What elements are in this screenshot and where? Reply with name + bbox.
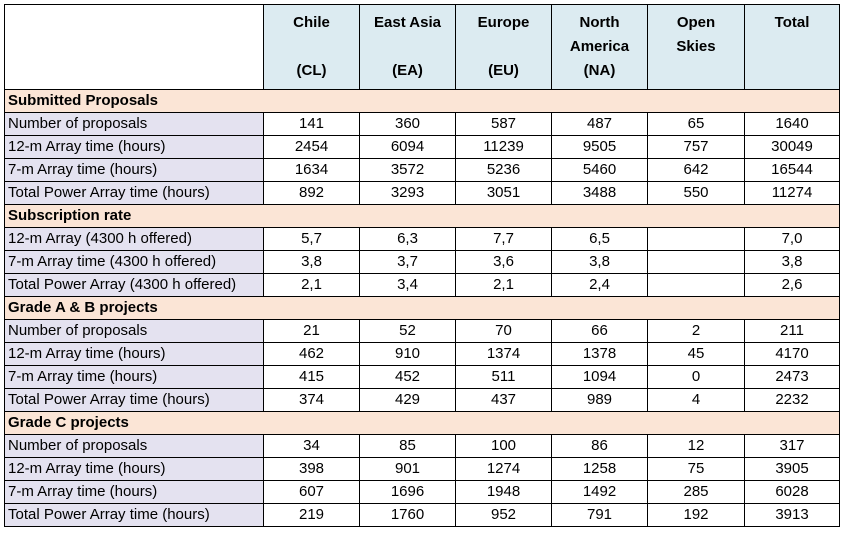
column-header	[264, 5, 360, 90]
table-cell	[648, 228, 745, 251]
table-cell: 30049	[745, 136, 840, 159]
table-row	[5, 251, 840, 274]
table-cell: 2,1	[456, 274, 552, 297]
table-row	[5, 389, 840, 412]
row-label: Total Power Array time (hours)	[5, 504, 264, 527]
table-cell: 75	[648, 458, 745, 481]
table-cell: 192	[648, 504, 745, 527]
column-header-line1: Chile	[293, 14, 330, 31]
section-title: Subscription rate	[5, 205, 840, 228]
column-header	[360, 5, 456, 90]
table-cell: 52	[360, 320, 456, 343]
column-header-line3: (EA)	[392, 62, 423, 79]
column-header-line3: (NA)	[583, 62, 616, 79]
row-label: 7-m Array time (hours)	[5, 481, 264, 504]
table-row	[5, 136, 840, 159]
table-cell: 2473	[745, 366, 840, 389]
column-header	[745, 5, 840, 90]
row-label: 7-m Array time (4300 h offered)	[5, 251, 264, 274]
table-cell: 2,4	[552, 274, 648, 297]
table-cell: 141	[264, 113, 360, 136]
table-cell: 34	[264, 435, 360, 458]
row-label: Total Power Array time (hours)	[5, 182, 264, 205]
table-cell: 11239	[456, 136, 552, 159]
table-cell: 1258	[552, 458, 648, 481]
column-header-line2	[264, 35, 359, 59]
table-cell: 317	[745, 435, 840, 458]
table-cell: 587	[456, 113, 552, 136]
table-cell: 5236	[456, 159, 552, 182]
column-header-line3: (EU)	[488, 62, 519, 79]
column-header-line2: America	[569, 38, 630, 55]
table-row	[5, 113, 840, 136]
table-cell: 2,1	[264, 274, 360, 297]
table-cell: 3,8	[552, 251, 648, 274]
section-title: Submitted Proposals	[5, 90, 840, 113]
table-cell: 1696	[360, 481, 456, 504]
table-cell: 3905	[745, 458, 840, 481]
table-cell: 5,7	[264, 228, 360, 251]
row-label: 7-m Array time (hours)	[5, 159, 264, 182]
table-cell: 437	[456, 389, 552, 412]
table-row	[5, 504, 840, 527]
table-cell: 3572	[360, 159, 456, 182]
table-row	[5, 274, 840, 297]
table-cell: 1374	[456, 343, 552, 366]
table-row	[5, 228, 840, 251]
section-title: Grade C projects	[5, 412, 840, 435]
table-cell	[648, 274, 745, 297]
table-cell: 901	[360, 458, 456, 481]
table-cell: 1094	[552, 366, 648, 389]
table-cell: 7,7	[456, 228, 552, 251]
table-cell: 642	[648, 159, 745, 182]
table-cell: 6,3	[360, 228, 456, 251]
column-header-line1: Europe	[477, 14, 530, 31]
table-row	[5, 458, 840, 481]
table-cell: 0	[648, 366, 745, 389]
table-row	[5, 320, 840, 343]
table-cell: 3,6	[456, 251, 552, 274]
row-label: Number of proposals	[5, 113, 264, 136]
row-label: Number of proposals	[5, 435, 264, 458]
table-cell: 4	[648, 389, 745, 412]
table-cell: 3488	[552, 182, 648, 205]
column-header-line2	[360, 35, 455, 59]
table-cell: 3913	[745, 504, 840, 527]
table-cell: 757	[648, 136, 745, 159]
table-cell: 45	[648, 343, 745, 366]
table-cell: 70	[456, 320, 552, 343]
column-header	[456, 5, 552, 90]
column-header-line1: North	[579, 14, 620, 31]
table-cell: 5460	[552, 159, 648, 182]
table-cell: 3,7	[360, 251, 456, 274]
table-cell: 429	[360, 389, 456, 412]
table-cell: 989	[552, 389, 648, 412]
table-cell: 607	[264, 481, 360, 504]
table-cell: 219	[264, 504, 360, 527]
column-header	[552, 5, 648, 90]
section-row	[5, 205, 840, 228]
row-label: 12-m Array time (hours)	[5, 343, 264, 366]
table-cell: 85	[360, 435, 456, 458]
table-cell: 6094	[360, 136, 456, 159]
section-row	[5, 412, 840, 435]
column-header-line1: Total	[774, 14, 810, 31]
table-cell: 86	[552, 435, 648, 458]
table-cell: 16544	[745, 159, 840, 182]
row-label: Total Power Array (4300 h offered)	[5, 274, 264, 297]
column-header-line2	[745, 35, 839, 59]
table-row	[5, 435, 840, 458]
table-cell: 360	[360, 113, 456, 136]
table-cell: 11274	[745, 182, 840, 205]
row-label: 12-m Array time (hours)	[5, 136, 264, 159]
table-cell: 374	[264, 389, 360, 412]
table-cell: 211	[745, 320, 840, 343]
table-cell: 487	[552, 113, 648, 136]
table-cell: 65	[648, 113, 745, 136]
table-cell: 9505	[552, 136, 648, 159]
table-cell: 12	[648, 435, 745, 458]
section-row	[5, 297, 840, 320]
table-cell: 1634	[264, 159, 360, 182]
table-cell: 511	[456, 366, 552, 389]
header-row	[5, 5, 840, 90]
proposals-table	[4, 4, 840, 527]
table-row	[5, 481, 840, 504]
table-cell: 100	[456, 435, 552, 458]
column-header-line3	[648, 59, 744, 83]
table-cell	[648, 251, 745, 274]
table-row	[5, 366, 840, 389]
table-cell: 910	[360, 343, 456, 366]
table-body	[5, 90, 840, 527]
table-cell: 462	[264, 343, 360, 366]
table-cell: 7,0	[745, 228, 840, 251]
table-cell: 3,4	[360, 274, 456, 297]
table-cell: 2	[648, 320, 745, 343]
row-label: 12-m Array time (hours)	[5, 458, 264, 481]
column-header-line1: Open	[676, 14, 716, 31]
column-header-line3: (CL)	[296, 62, 327, 79]
table-cell: 550	[648, 182, 745, 205]
table-cell: 398	[264, 458, 360, 481]
table-cell: 1640	[745, 113, 840, 136]
table-row	[5, 182, 840, 205]
table-cell: 2,6	[745, 274, 840, 297]
table-cell: 791	[552, 504, 648, 527]
table-cell: 3,8	[745, 251, 840, 274]
table-cell: 1760	[360, 504, 456, 527]
column-header	[648, 5, 745, 90]
table-cell: 1948	[456, 481, 552, 504]
row-label: 12-m Array (4300 h offered)	[5, 228, 264, 251]
section-title: Grade A & B projects	[5, 297, 840, 320]
table-cell: 1274	[456, 458, 552, 481]
column-header-line2: Skies	[676, 38, 716, 55]
table-cell: 21	[264, 320, 360, 343]
table-row	[5, 343, 840, 366]
table-cell: 1378	[552, 343, 648, 366]
table-cell: 2454	[264, 136, 360, 159]
table-cell: 1492	[552, 481, 648, 504]
table-cell: 3293	[360, 182, 456, 205]
row-label: 7-m Array time (hours)	[5, 366, 264, 389]
table-cell: 4170	[745, 343, 840, 366]
table-cell: 66	[552, 320, 648, 343]
table-row	[5, 159, 840, 182]
table-cell: 952	[456, 504, 552, 527]
table-cell: 285	[648, 481, 745, 504]
table-cell: 2232	[745, 389, 840, 412]
table-cell: 3,8	[264, 251, 360, 274]
corner-cell	[5, 5, 264, 90]
table-cell: 892	[264, 182, 360, 205]
table-cell: 6,5	[552, 228, 648, 251]
column-header-line3	[745, 59, 839, 83]
table-cell: 452	[360, 366, 456, 389]
column-header-line1: East Asia	[374, 14, 441, 31]
table-cell: 6028	[745, 481, 840, 504]
table-cell: 415	[264, 366, 360, 389]
section-row	[5, 90, 840, 113]
row-label: Number of proposals	[5, 320, 264, 343]
row-label: Total Power Array time (hours)	[5, 389, 264, 412]
table-cell: 3051	[456, 182, 552, 205]
column-header-line2	[456, 35, 551, 59]
